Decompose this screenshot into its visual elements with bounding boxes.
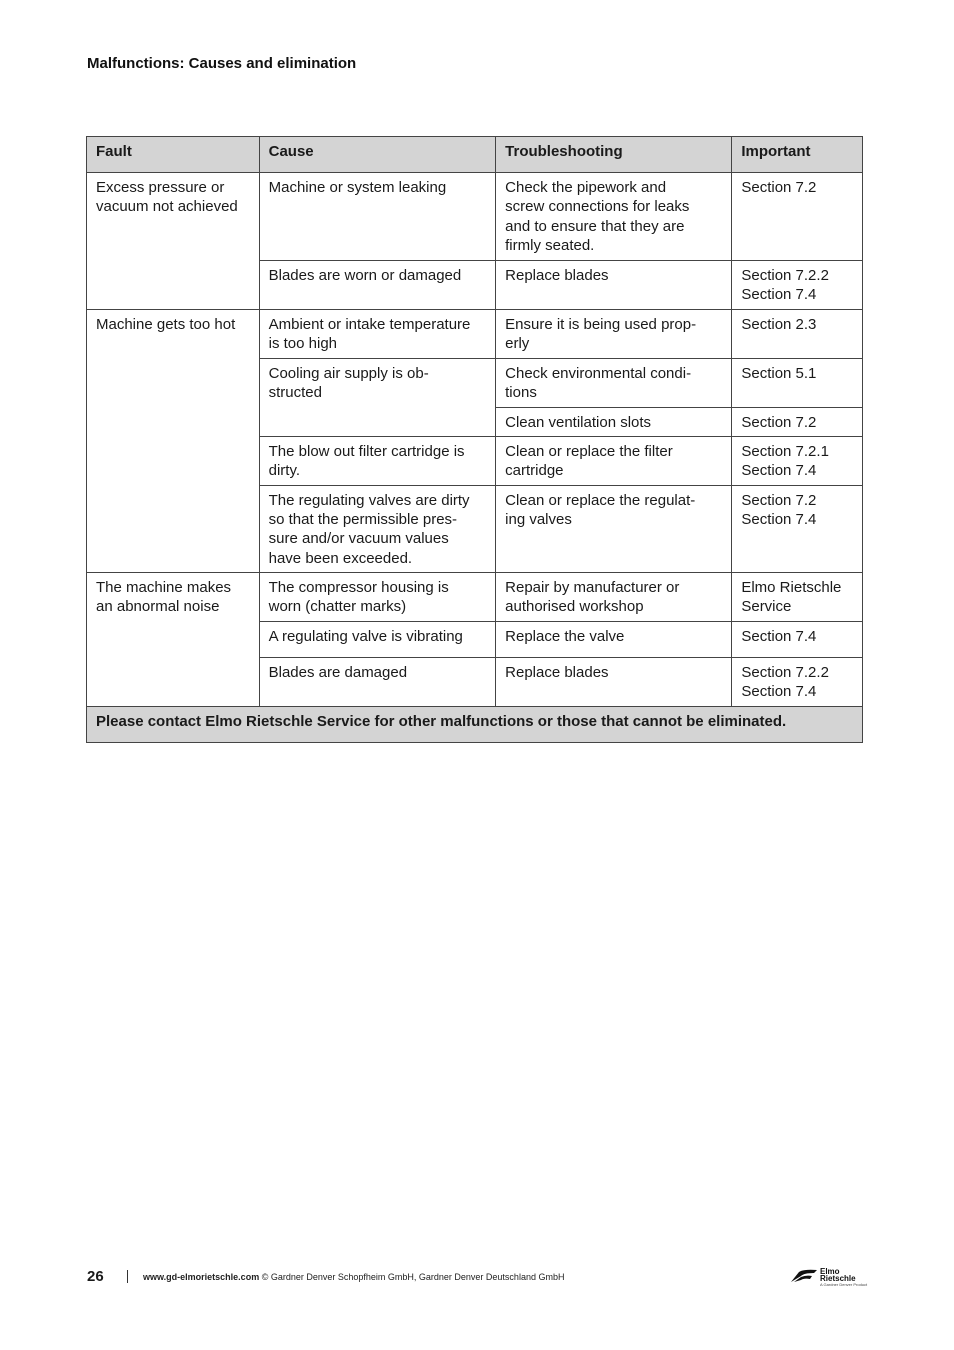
- cell-text-line: Section 7.2.2: [741, 664, 829, 682]
- cell-text-line: Section 7.2: [741, 179, 817, 196]
- header-troubleshooting: Troubleshooting: [496, 137, 732, 173]
- fault-cell: [87, 309, 260, 572]
- cell-text-line: have been exceeded.: [268, 549, 413, 567]
- fault-cell: [87, 573, 260, 707]
- cause-cell: [259, 573, 496, 622]
- important-cell: [732, 407, 863, 436]
- cause-cell: [259, 173, 496, 261]
- header-important: Important: [732, 137, 863, 173]
- troubleshooting-cell: [496, 358, 732, 407]
- table-row: [87, 573, 863, 622]
- table-row: [87, 309, 863, 358]
- cell-text-line: so that the permissible pres-: [268, 511, 458, 529]
- important-cell: [732, 436, 863, 485]
- table-row: [87, 173, 863, 261]
- troubleshooting-cell: [496, 658, 732, 707]
- header-fault: Fault: [87, 137, 260, 173]
- cell-text-line: firmly seated.: [505, 236, 595, 254]
- cell-text-line: Replace blades: [505, 664, 609, 682]
- cell-text-line: Section 7.4: [741, 628, 817, 646]
- fault-cell: [87, 173, 260, 310]
- cell-text-line: cartridge: [505, 462, 564, 480]
- logo-tagline: A Gardner Denver Product: [820, 1282, 868, 1287]
- cell-text-line: Ambient or intake temperature: [268, 315, 471, 333]
- cell-text-line: Ensure it is being used prop-: [505, 315, 697, 333]
- footer-url[interactable]: www.gd-elmorietschle.com: [143, 1272, 260, 1282]
- cell-text-line: Repair by manufacturer or: [505, 579, 680, 597]
- cell-text-line: Section 7.2.2: [741, 267, 829, 284]
- cell-text-line: Check environmental condi-: [505, 364, 692, 382]
- troubleshooting-cell: [496, 485, 732, 572]
- cell-text-line: A regulating valve is vibrating: [268, 628, 463, 646]
- cell-text-line: erly: [505, 334, 530, 352]
- cell-text-line: sure and/or vacuum values: [268, 530, 449, 548]
- table-footer-row: [87, 707, 863, 743]
- troubleshooting-cell: [496, 309, 732, 358]
- troubleshooting-cell: [496, 261, 732, 310]
- cell-text-line: an abnormal noise: [96, 598, 220, 616]
- cause-cell: [259, 485, 496, 572]
- troubleshooting-cell: [496, 622, 732, 658]
- cell-text-line: Machine or system leaking: [268, 179, 447, 196]
- troubleshooting-cell: [496, 573, 732, 622]
- important-cell: [732, 485, 863, 572]
- important-cell: [732, 173, 863, 261]
- cell-text-line: Section 7.4: [741, 286, 817, 304]
- cell-text-line: Service: [741, 598, 792, 616]
- page-title: Malfunctions: Causes and elimination: [87, 55, 357, 72]
- cell-text-line: Clean or replace the regulat-: [505, 491, 696, 509]
- cell-text-line: Clean or replace the filter: [505, 442, 673, 460]
- cell-text-line: Section 7.4: [741, 462, 817, 480]
- cause-cell: [259, 658, 496, 707]
- cell-text-line: Section 7.4: [741, 511, 817, 529]
- footer-text: [143, 1272, 564, 1282]
- footer-copyright: © Gardner Denver Schopfheim GmbH, Gardner Denver Deutschland GmbH: [259, 1272, 565, 1282]
- cell-text-line: Section 7.2: [741, 413, 817, 431]
- cause-cell: [259, 309, 496, 358]
- cell-text-line: Replace blades: [505, 267, 609, 284]
- cell-text-line: The compressor housing is: [268, 579, 449, 597]
- cell-text-line: is too high: [268, 334, 338, 352]
- cell-text-line: vacuum not achieved: [96, 198, 238, 216]
- footer-divider: [127, 1270, 128, 1283]
- logo-text-rietschle: Rietschle: [820, 1274, 856, 1283]
- cell-text-line: tions: [505, 383, 537, 401]
- cell-text-line: Machine gets too hot: [96, 315, 236, 333]
- cell-text-line: Blades are worn or damaged: [268, 267, 462, 284]
- page-footer: [87, 1267, 867, 1291]
- cell-text-line: Section 7.2: [741, 491, 817, 509]
- page-number: 26: [87, 1268, 104, 1285]
- table-header-row: [87, 137, 863, 173]
- elmo-rietschle-logo-icon: [790, 1269, 818, 1283]
- cell-text-line: worn (chatter marks): [268, 598, 407, 616]
- cell-text-line: Clean ventilation slots: [505, 413, 652, 431]
- cell-text-line: dirty.: [268, 462, 301, 480]
- contact-service-note: Please contact Elmo Rietschle Service for other malfunctions or those that cannot be eliminated.: [87, 707, 863, 743]
- important-cell: [732, 573, 863, 622]
- cell-text-line: Check the pipework and: [505, 179, 667, 196]
- cell-text-line: Section 2.3: [741, 315, 817, 333]
- cause-cell: [259, 622, 496, 658]
- important-cell: [732, 658, 863, 707]
- cell-text-line: Replace the valve: [505, 628, 625, 646]
- troubleshooting-cell: [496, 173, 732, 261]
- important-cell: [732, 358, 863, 407]
- cell-text-line: Excess pressure or: [96, 179, 225, 196]
- cell-text-line: Section 5.1: [741, 364, 817, 382]
- cell-text-line: The regulating valves are dirty: [268, 491, 470, 509]
- cell-text-line: Cooling air supply is ob-: [268, 364, 429, 382]
- troubleshooting-cell: [496, 407, 732, 436]
- cell-text-line: Elmo Rietschle: [741, 579, 842, 597]
- cell-text-line: structed: [268, 383, 322, 401]
- malfunctions-table: [86, 136, 863, 743]
- cell-text-line: ing valves: [505, 511, 572, 529]
- cell-text-line: The machine makes: [96, 579, 232, 597]
- logo-text-elmo: Elmo: [820, 1267, 840, 1276]
- cell-text-line: The blow out filter cartridge is: [268, 442, 465, 460]
- cell-text-line: Section 7.2.1: [741, 442, 829, 460]
- important-cell: [732, 261, 863, 310]
- cause-cell: [259, 358, 496, 436]
- cell-text-line: screw connections for leaks: [505, 198, 690, 216]
- cell-text-line: authorised workshop: [505, 598, 644, 616]
- cell-text-line: and to ensure that they are: [505, 217, 685, 235]
- troubleshooting-cell: [496, 436, 732, 485]
- header-cause: Cause: [259, 137, 496, 173]
- important-cell: [732, 622, 863, 658]
- company-logo: [790, 1267, 870, 1291]
- cause-cell: [259, 436, 496, 485]
- cell-text-line: Section 7.4: [741, 683, 817, 701]
- cause-cell: [259, 261, 496, 310]
- cell-text-line: Blades are damaged: [268, 664, 408, 682]
- important-cell: [732, 309, 863, 358]
